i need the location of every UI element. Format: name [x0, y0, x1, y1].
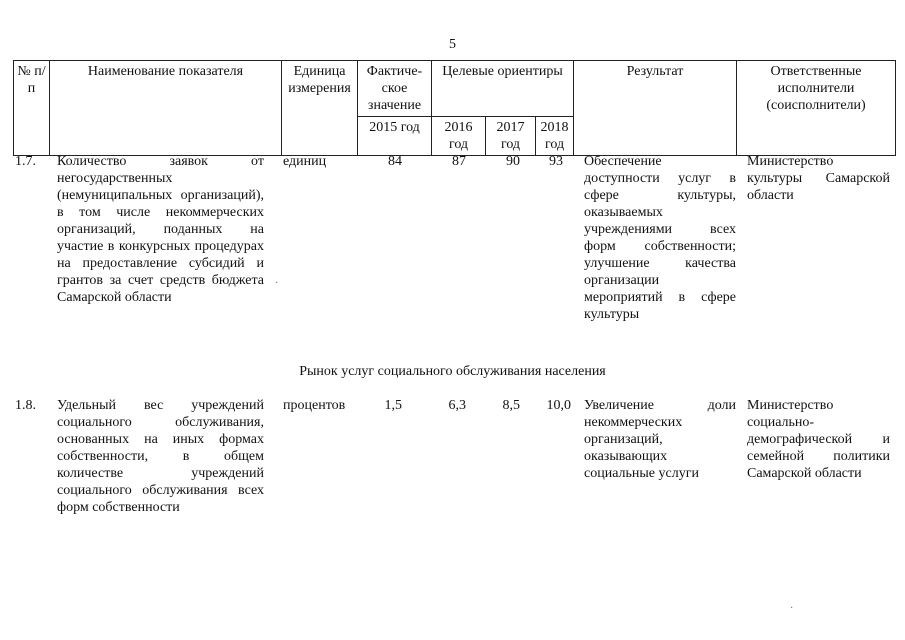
row-1-7-num: 1.7.	[15, 154, 36, 169]
scan-speck: ·	[275, 278, 279, 289]
scan-speck: ·	[790, 603, 794, 614]
col-header-result: Результат	[574, 61, 737, 156]
row-1-8-result: Увеличение доли некоммерческих организаций, оказывающих социальные услуги	[584, 398, 736, 481]
col-header-2015: 2015 год	[358, 117, 432, 156]
col-header-num: № п/п	[14, 61, 50, 156]
table-header	[13, 60, 896, 156]
row-1-8-unit: процентов	[283, 398, 346, 413]
col-header-2018: 2018 год	[536, 117, 574, 156]
page-number: 5	[449, 37, 456, 52]
row-1-7-value-2016: 87	[452, 154, 466, 169]
row-1-8-num: 1.8.	[15, 398, 36, 413]
row-1-8-responsible: Министерство социально-демографической и семейной политики Самарской области	[747, 398, 890, 481]
col-header-name: Наименование показателя	[50, 61, 282, 156]
row-1-7-responsible: Министерство культуры Самарской области	[747, 154, 890, 203]
row-1-7-name: Количество заявок от негосударственных (немуниципальных организаций), в том числе некоммерческих организаций, поданных на участие в конкурсных процедурах на предоставление субсидий и грантов за счет средств бюджета Самарской области	[57, 154, 264, 305]
row-1-7-value-2017: 90	[506, 154, 520, 169]
col-header-targets: Целевые ориентиры	[432, 61, 574, 117]
row-1-8-value-2017: 8,5	[502, 398, 520, 413]
col-header-unit: Единица измерения	[282, 61, 358, 156]
col-header-2017: 2017 год	[486, 117, 536, 156]
row-1-7-unit: единиц	[283, 154, 327, 169]
col-header-2016: 2016 год	[432, 117, 486, 156]
row-1-8-value-2016: 6,3	[448, 398, 466, 413]
row-1-7-value-2015: 84	[388, 154, 402, 169]
col-header-responsible: Ответственные исполнители (соисполнители)	[737, 61, 896, 156]
section-title: Рынок услуг социального обслуживания населения	[299, 364, 606, 379]
row-1-7-value-2018: 93	[549, 154, 563, 169]
row-1-8-name: Удельный вес учреждений социального обслуживания, основанных на иных формах собственности, в общем количестве учреждений социального обслуживания всех форм собственности	[57, 398, 264, 515]
row-1-7-result: Обеспечение доступности услуг в сфере культуры, оказываемых учреждениями всех форм собственности; улучшение качества организации мероприятий в сфере культуры	[584, 154, 736, 322]
row-1-8-value-2018: 10,0	[546, 398, 571, 413]
col-header-actual: Фактиче-ское значение	[358, 61, 432, 117]
row-1-8-value-2015: 1,5	[384, 398, 402, 413]
